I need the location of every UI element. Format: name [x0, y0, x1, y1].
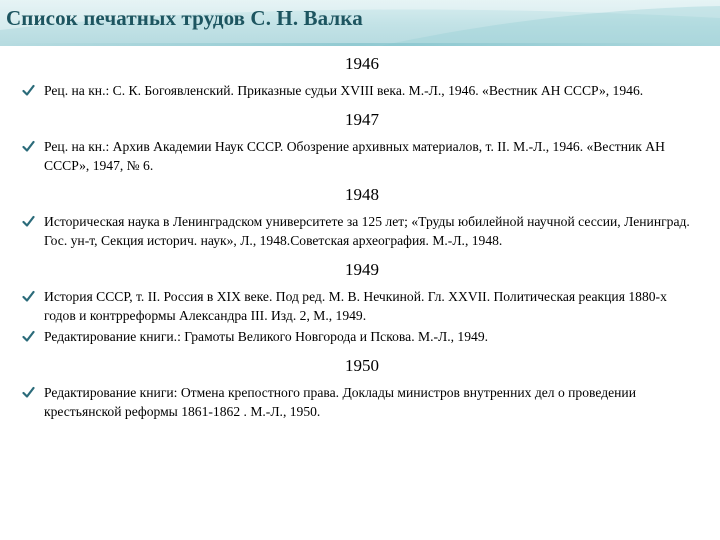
- publication-items: [22, 81, 702, 100]
- publication-items: [22, 137, 702, 175]
- page-title: Список печатных трудов С. Н. Валка: [6, 6, 363, 30]
- checkmark-icon: [22, 84, 35, 97]
- publication-item: [22, 287, 702, 325]
- publication-list: [22, 54, 702, 431]
- title-bar: [0, 0, 720, 46]
- publication-item: [22, 383, 702, 421]
- publication-items: [22, 287, 702, 346]
- year-section-1947: [22, 110, 702, 175]
- publication-item: [22, 327, 702, 346]
- year-section-1950: [22, 356, 702, 421]
- publication-text: Рец. на кн.: Архив Академии Наук СССР. Обозрение архивных материалов, т. II. М.-Л., 1946. «Вестник АН СССР», 1947, № 6.: [44, 139, 665, 173]
- year-heading: 1950: [345, 356, 379, 375]
- publication-item: [22, 212, 702, 250]
- year-heading: 1948: [345, 185, 379, 204]
- year-section-1948: [22, 185, 702, 250]
- publication-item: [22, 137, 702, 175]
- checkmark-icon: [22, 386, 35, 399]
- publication-items: [22, 383, 702, 421]
- year-heading: 1947: [345, 110, 379, 129]
- checkmark-icon: [22, 215, 35, 228]
- publication-text: История СССР, т. II. Россия в XIX веке. Под ред. М. В. Нечкиной. Гл. XXVII. Политическая реакция 1880-х годов и контрреформы Александра III. Изд. 2, М., 1949.: [44, 289, 667, 323]
- publication-items: [22, 212, 702, 250]
- year-heading: 1946: [345, 54, 379, 73]
- year-heading: 1949: [345, 260, 379, 279]
- publication-item: [22, 81, 702, 100]
- year-section-1949: [22, 260, 702, 346]
- year-section-1946: [22, 54, 702, 100]
- publication-text: Историческая наука в Ленинградском университете за 125 лет; «Труды юбилейной научной сессии, Ленинград. Гос. ун-т, Секция историч. наук», Л., 1948.Советская археография. М.-Л., 1948.: [44, 214, 690, 248]
- publication-text: Рец. на кн.: С. К. Богоявленский. Приказные судьи XVIII века. М.-Л., 1946. «Вестник АН СССР», 1946.: [44, 83, 644, 98]
- publication-text: Редактирование книги.: Грамоты Великого Новгорода и Пскова. М.-Л., 1949.: [44, 329, 489, 344]
- checkmark-icon: [22, 330, 35, 343]
- publication-text: Редактирование книги: Отмена крепостного права. Доклады министров внутренних дел о проведении крестьянской реформы 1861-1862 . М.-Л., 1950.: [44, 385, 636, 419]
- checkmark-icon: [22, 290, 35, 303]
- checkmark-icon: [22, 140, 35, 153]
